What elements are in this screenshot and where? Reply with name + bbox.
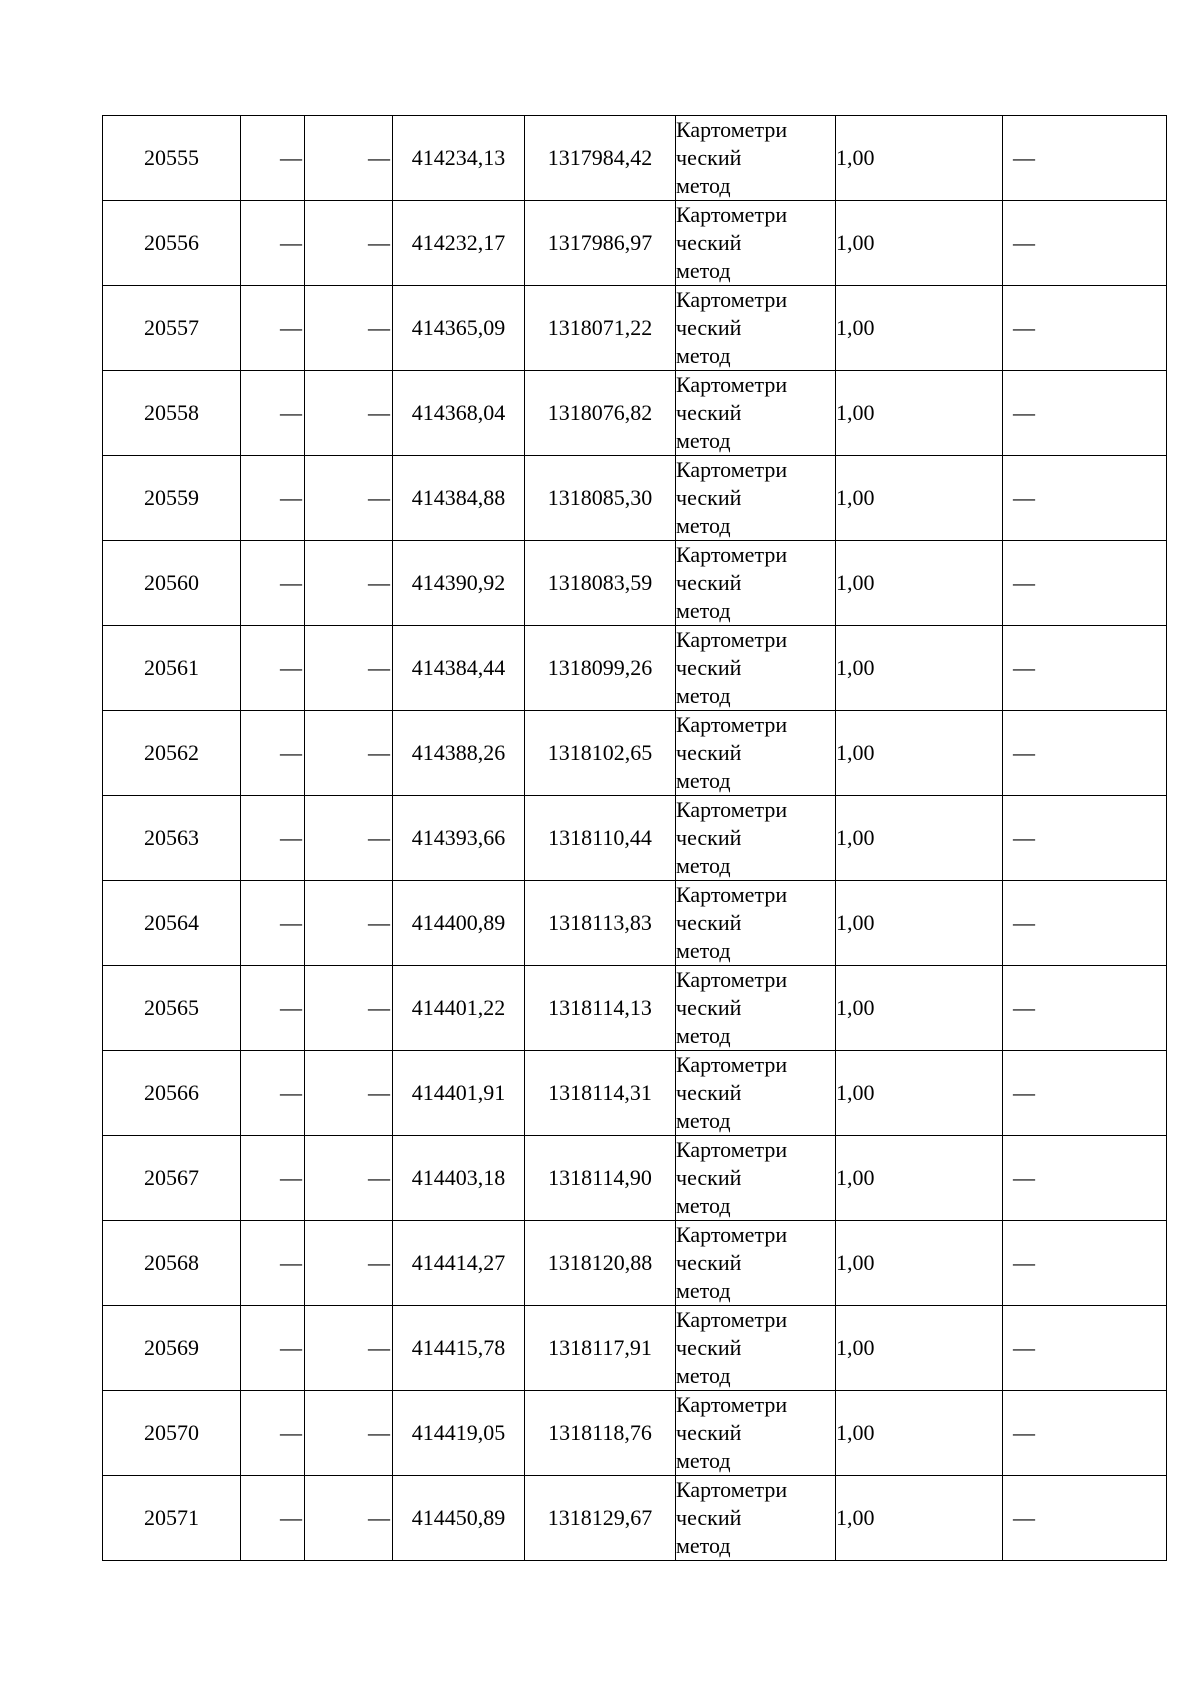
empty-value-cell: — <box>241 1476 305 1561</box>
method-text-line: Картометри <box>676 117 788 142</box>
empty-value-cell: — <box>305 1391 393 1476</box>
y-coordinate-cell: 1318071,22 <box>525 286 676 371</box>
empty-value-cell: — <box>305 201 393 286</box>
table-row <box>103 1306 1167 1391</box>
table-row <box>103 626 1167 711</box>
y-coordinate-cell: 1317984,42 <box>525 116 676 201</box>
empty-value-cell: — <box>305 1221 393 1306</box>
method-text-line: Картометри <box>676 627 788 652</box>
empty-value-cell: — <box>241 456 305 541</box>
empty-value-cell: — <box>241 881 305 966</box>
method-cell <box>676 1051 836 1136</box>
method-cell <box>676 796 836 881</box>
table-row <box>103 881 1167 966</box>
method-text-line: ческий <box>676 1335 742 1360</box>
method-text-line: Картометри <box>676 1137 788 1162</box>
precision-cell: 1,00 <box>836 1051 1003 1136</box>
precision-cell: 1,00 <box>836 881 1003 966</box>
method-text-line: Картометри <box>676 712 788 737</box>
precision-cell: 1,00 <box>836 796 1003 881</box>
method-text-line: ческий <box>676 570 742 595</box>
method-text-line: метод <box>676 598 731 623</box>
empty-value-cell: — <box>1003 456 1167 541</box>
x-coordinate-cell: 414365,09 <box>393 286 525 371</box>
empty-value-cell: — <box>241 1306 305 1391</box>
empty-value-cell: — <box>1003 626 1167 711</box>
table-body <box>103 116 1167 1561</box>
empty-value-cell: — <box>305 711 393 796</box>
method-cell <box>676 1221 836 1306</box>
method-text-line: ческий <box>676 485 742 510</box>
method-text-line: метод <box>676 1363 731 1388</box>
method-text-line: Картометри <box>676 457 788 482</box>
method-cell <box>676 711 836 796</box>
method-text-line: ческий <box>676 1250 742 1275</box>
precision-cell: 1,00 <box>836 201 1003 286</box>
x-coordinate-cell: 414401,22 <box>393 966 525 1051</box>
precision-cell: 1,00 <box>836 711 1003 796</box>
x-coordinate-cell: 414232,17 <box>393 201 525 286</box>
empty-value-cell: — <box>1003 201 1167 286</box>
method-cell <box>676 1136 836 1221</box>
method-text-line: метод <box>676 513 731 538</box>
empty-value-cell: — <box>305 626 393 711</box>
empty-value-cell: — <box>241 371 305 456</box>
x-coordinate-cell: 414390,92 <box>393 541 525 626</box>
point-number-cell: 20566 <box>103 1051 241 1136</box>
empty-value-cell: — <box>1003 286 1167 371</box>
empty-value-cell: — <box>305 1476 393 1561</box>
method-cell <box>676 1476 836 1561</box>
method-text-line: Картометри <box>676 882 788 907</box>
empty-value-cell: — <box>1003 796 1167 881</box>
method-text-line: Картометри <box>676 1477 788 1502</box>
empty-value-cell: — <box>241 626 305 711</box>
y-coordinate-cell: 1318120,88 <box>525 1221 676 1306</box>
empty-value-cell: — <box>305 1051 393 1136</box>
method-cell <box>676 116 836 201</box>
empty-value-cell: — <box>1003 881 1167 966</box>
empty-value-cell: — <box>305 456 393 541</box>
empty-value-cell: — <box>305 1136 393 1221</box>
method-text-line: ческий <box>676 1080 742 1105</box>
method-cell <box>676 1306 836 1391</box>
method-text-line: Картометри <box>676 372 788 397</box>
method-text-line: Картометри <box>676 202 788 227</box>
empty-value-cell: — <box>241 1051 305 1136</box>
method-text-line: Картометри <box>676 542 788 567</box>
x-coordinate-cell: 414400,89 <box>393 881 525 966</box>
y-coordinate-cell: 1317986,97 <box>525 201 676 286</box>
method-text-line: Картометри <box>676 287 788 312</box>
method-text-line: ческий <box>676 740 742 765</box>
method-text-line: Картометри <box>676 967 788 992</box>
point-number-cell: 20558 <box>103 371 241 456</box>
empty-value-cell: — <box>1003 371 1167 456</box>
x-coordinate-cell: 414234,13 <box>393 116 525 201</box>
x-coordinate-cell: 414393,66 <box>393 796 525 881</box>
table-row <box>103 541 1167 626</box>
y-coordinate-cell: 1318114,31 <box>525 1051 676 1136</box>
method-cell <box>676 541 836 626</box>
table-row <box>103 711 1167 796</box>
method-cell <box>676 1391 836 1476</box>
method-text-line: метод <box>676 683 731 708</box>
method-text-line: метод <box>676 853 731 878</box>
empty-value-cell: — <box>1003 1391 1167 1476</box>
method-text-line: метод <box>676 1193 731 1218</box>
point-number-cell: 20557 <box>103 286 241 371</box>
x-coordinate-cell: 414414,27 <box>393 1221 525 1306</box>
method-text-line: ческий <box>676 1420 742 1445</box>
empty-value-cell: — <box>241 966 305 1051</box>
x-coordinate-cell: 414368,04 <box>393 371 525 456</box>
point-number-cell: 20561 <box>103 626 241 711</box>
table-row <box>103 286 1167 371</box>
x-coordinate-cell: 414384,88 <box>393 456 525 541</box>
table-row <box>103 1051 1167 1136</box>
point-number-cell: 20563 <box>103 796 241 881</box>
x-coordinate-cell: 414401,91 <box>393 1051 525 1136</box>
coordinates-table <box>102 115 1167 1561</box>
method-text-line: метод <box>676 258 731 283</box>
table-row <box>103 1221 1167 1306</box>
precision-cell: 1,00 <box>836 116 1003 201</box>
point-number-cell: 20564 <box>103 881 241 966</box>
method-text-line: Картометри <box>676 797 788 822</box>
method-text-line: метод <box>676 1533 731 1558</box>
y-coordinate-cell: 1318099,26 <box>525 626 676 711</box>
method-cell <box>676 626 836 711</box>
x-coordinate-cell: 414388,26 <box>393 711 525 796</box>
precision-cell: 1,00 <box>836 1476 1003 1561</box>
method-text-line: ческий <box>676 315 742 340</box>
method-text-line: ческий <box>676 655 742 680</box>
y-coordinate-cell: 1318129,67 <box>525 1476 676 1561</box>
empty-value-cell: — <box>241 201 305 286</box>
empty-value-cell: — <box>241 1221 305 1306</box>
empty-value-cell: — <box>305 796 393 881</box>
empty-value-cell: — <box>1003 1476 1167 1561</box>
point-number-cell: 20555 <box>103 116 241 201</box>
y-coordinate-cell: 1318113,83 <box>525 881 676 966</box>
method-cell <box>676 456 836 541</box>
precision-cell: 1,00 <box>836 1391 1003 1476</box>
method-text-line: ческий <box>676 910 742 935</box>
method-cell <box>676 966 836 1051</box>
x-coordinate-cell: 414403,18 <box>393 1136 525 1221</box>
point-number-cell: 20562 <box>103 711 241 796</box>
precision-cell: 1,00 <box>836 286 1003 371</box>
method-text-line: ческий <box>676 995 742 1020</box>
precision-cell: 1,00 <box>836 966 1003 1051</box>
y-coordinate-cell: 1318085,30 <box>525 456 676 541</box>
method-text-line: ческий <box>676 145 742 170</box>
empty-value-cell: — <box>305 116 393 201</box>
empty-value-cell: — <box>1003 1221 1167 1306</box>
method-text-line: Картометри <box>676 1307 788 1332</box>
method-cell <box>676 371 836 456</box>
y-coordinate-cell: 1318114,90 <box>525 1136 676 1221</box>
empty-value-cell: — <box>241 541 305 626</box>
empty-value-cell: — <box>305 881 393 966</box>
table-row <box>103 371 1167 456</box>
empty-value-cell: — <box>305 541 393 626</box>
method-text-line: ческий <box>676 230 742 255</box>
y-coordinate-cell: 1318117,91 <box>525 1306 676 1391</box>
method-text-line: ческий <box>676 400 742 425</box>
empty-value-cell: — <box>1003 1136 1167 1221</box>
y-coordinate-cell: 1318114,13 <box>525 966 676 1051</box>
point-number-cell: 20559 <box>103 456 241 541</box>
method-text-line: метод <box>676 173 731 198</box>
empty-value-cell: — <box>241 1136 305 1221</box>
point-number-cell: 20569 <box>103 1306 241 1391</box>
precision-cell: 1,00 <box>836 1136 1003 1221</box>
table-row <box>103 796 1167 881</box>
method-text-line: Картометри <box>676 1222 788 1247</box>
precision-cell: 1,00 <box>836 1306 1003 1391</box>
method-text-line: метод <box>676 1278 731 1303</box>
method-text-line: метод <box>676 1023 731 1048</box>
method-cell <box>676 881 836 966</box>
point-number-cell: 20568 <box>103 1221 241 1306</box>
empty-value-cell: — <box>241 286 305 371</box>
point-number-cell: 20565 <box>103 966 241 1051</box>
precision-cell: 1,00 <box>836 626 1003 711</box>
method-text-line: метод <box>676 428 731 453</box>
table-row <box>103 966 1167 1051</box>
empty-value-cell: — <box>241 711 305 796</box>
empty-value-cell: — <box>305 966 393 1051</box>
point-number-cell: 20567 <box>103 1136 241 1221</box>
empty-value-cell: — <box>305 1306 393 1391</box>
y-coordinate-cell: 1318102,65 <box>525 711 676 796</box>
table-row <box>103 1476 1167 1561</box>
method-text-line: ческий <box>676 1505 742 1530</box>
empty-value-cell: — <box>241 1391 305 1476</box>
empty-value-cell: — <box>241 796 305 881</box>
empty-value-cell: — <box>1003 116 1167 201</box>
y-coordinate-cell: 1318110,44 <box>525 796 676 881</box>
method-cell <box>676 286 836 371</box>
point-number-cell: 20571 <box>103 1476 241 1561</box>
method-text-line: метод <box>676 1448 731 1473</box>
point-number-cell: 20570 <box>103 1391 241 1476</box>
precision-cell: 1,00 <box>836 456 1003 541</box>
empty-value-cell: — <box>241 116 305 201</box>
table-row <box>103 1136 1167 1221</box>
table-row <box>103 116 1167 201</box>
precision-cell: 1,00 <box>836 1221 1003 1306</box>
method-text-line: Картометри <box>676 1392 788 1417</box>
precision-cell: 1,00 <box>836 371 1003 456</box>
x-coordinate-cell: 414450,89 <box>393 1476 525 1561</box>
point-number-cell: 20556 <box>103 201 241 286</box>
point-number-cell: 20560 <box>103 541 241 626</box>
empty-value-cell: — <box>1003 1051 1167 1136</box>
method-text-line: метод <box>676 343 731 368</box>
method-text-line: метод <box>676 768 731 793</box>
empty-value-cell: — <box>1003 1306 1167 1391</box>
x-coordinate-cell: 414419,05 <box>393 1391 525 1476</box>
y-coordinate-cell: 1318076,82 <box>525 371 676 456</box>
method-text-line: ческий <box>676 1165 742 1190</box>
empty-value-cell: — <box>1003 541 1167 626</box>
method-text-line: метод <box>676 1108 731 1133</box>
empty-value-cell: — <box>305 371 393 456</box>
method-text-line: Картометри <box>676 1052 788 1077</box>
table-row <box>103 456 1167 541</box>
precision-cell: 1,00 <box>836 541 1003 626</box>
table-row <box>103 1391 1167 1476</box>
x-coordinate-cell: 414384,44 <box>393 626 525 711</box>
method-cell <box>676 201 836 286</box>
empty-value-cell: — <box>1003 711 1167 796</box>
x-coordinate-cell: 414415,78 <box>393 1306 525 1391</box>
empty-value-cell: — <box>305 286 393 371</box>
y-coordinate-cell: 1318118,76 <box>525 1391 676 1476</box>
y-coordinate-cell: 1318083,59 <box>525 541 676 626</box>
method-text-line: ческий <box>676 825 742 850</box>
empty-value-cell: — <box>1003 966 1167 1051</box>
method-text-line: метод <box>676 938 731 963</box>
table-row <box>103 201 1167 286</box>
